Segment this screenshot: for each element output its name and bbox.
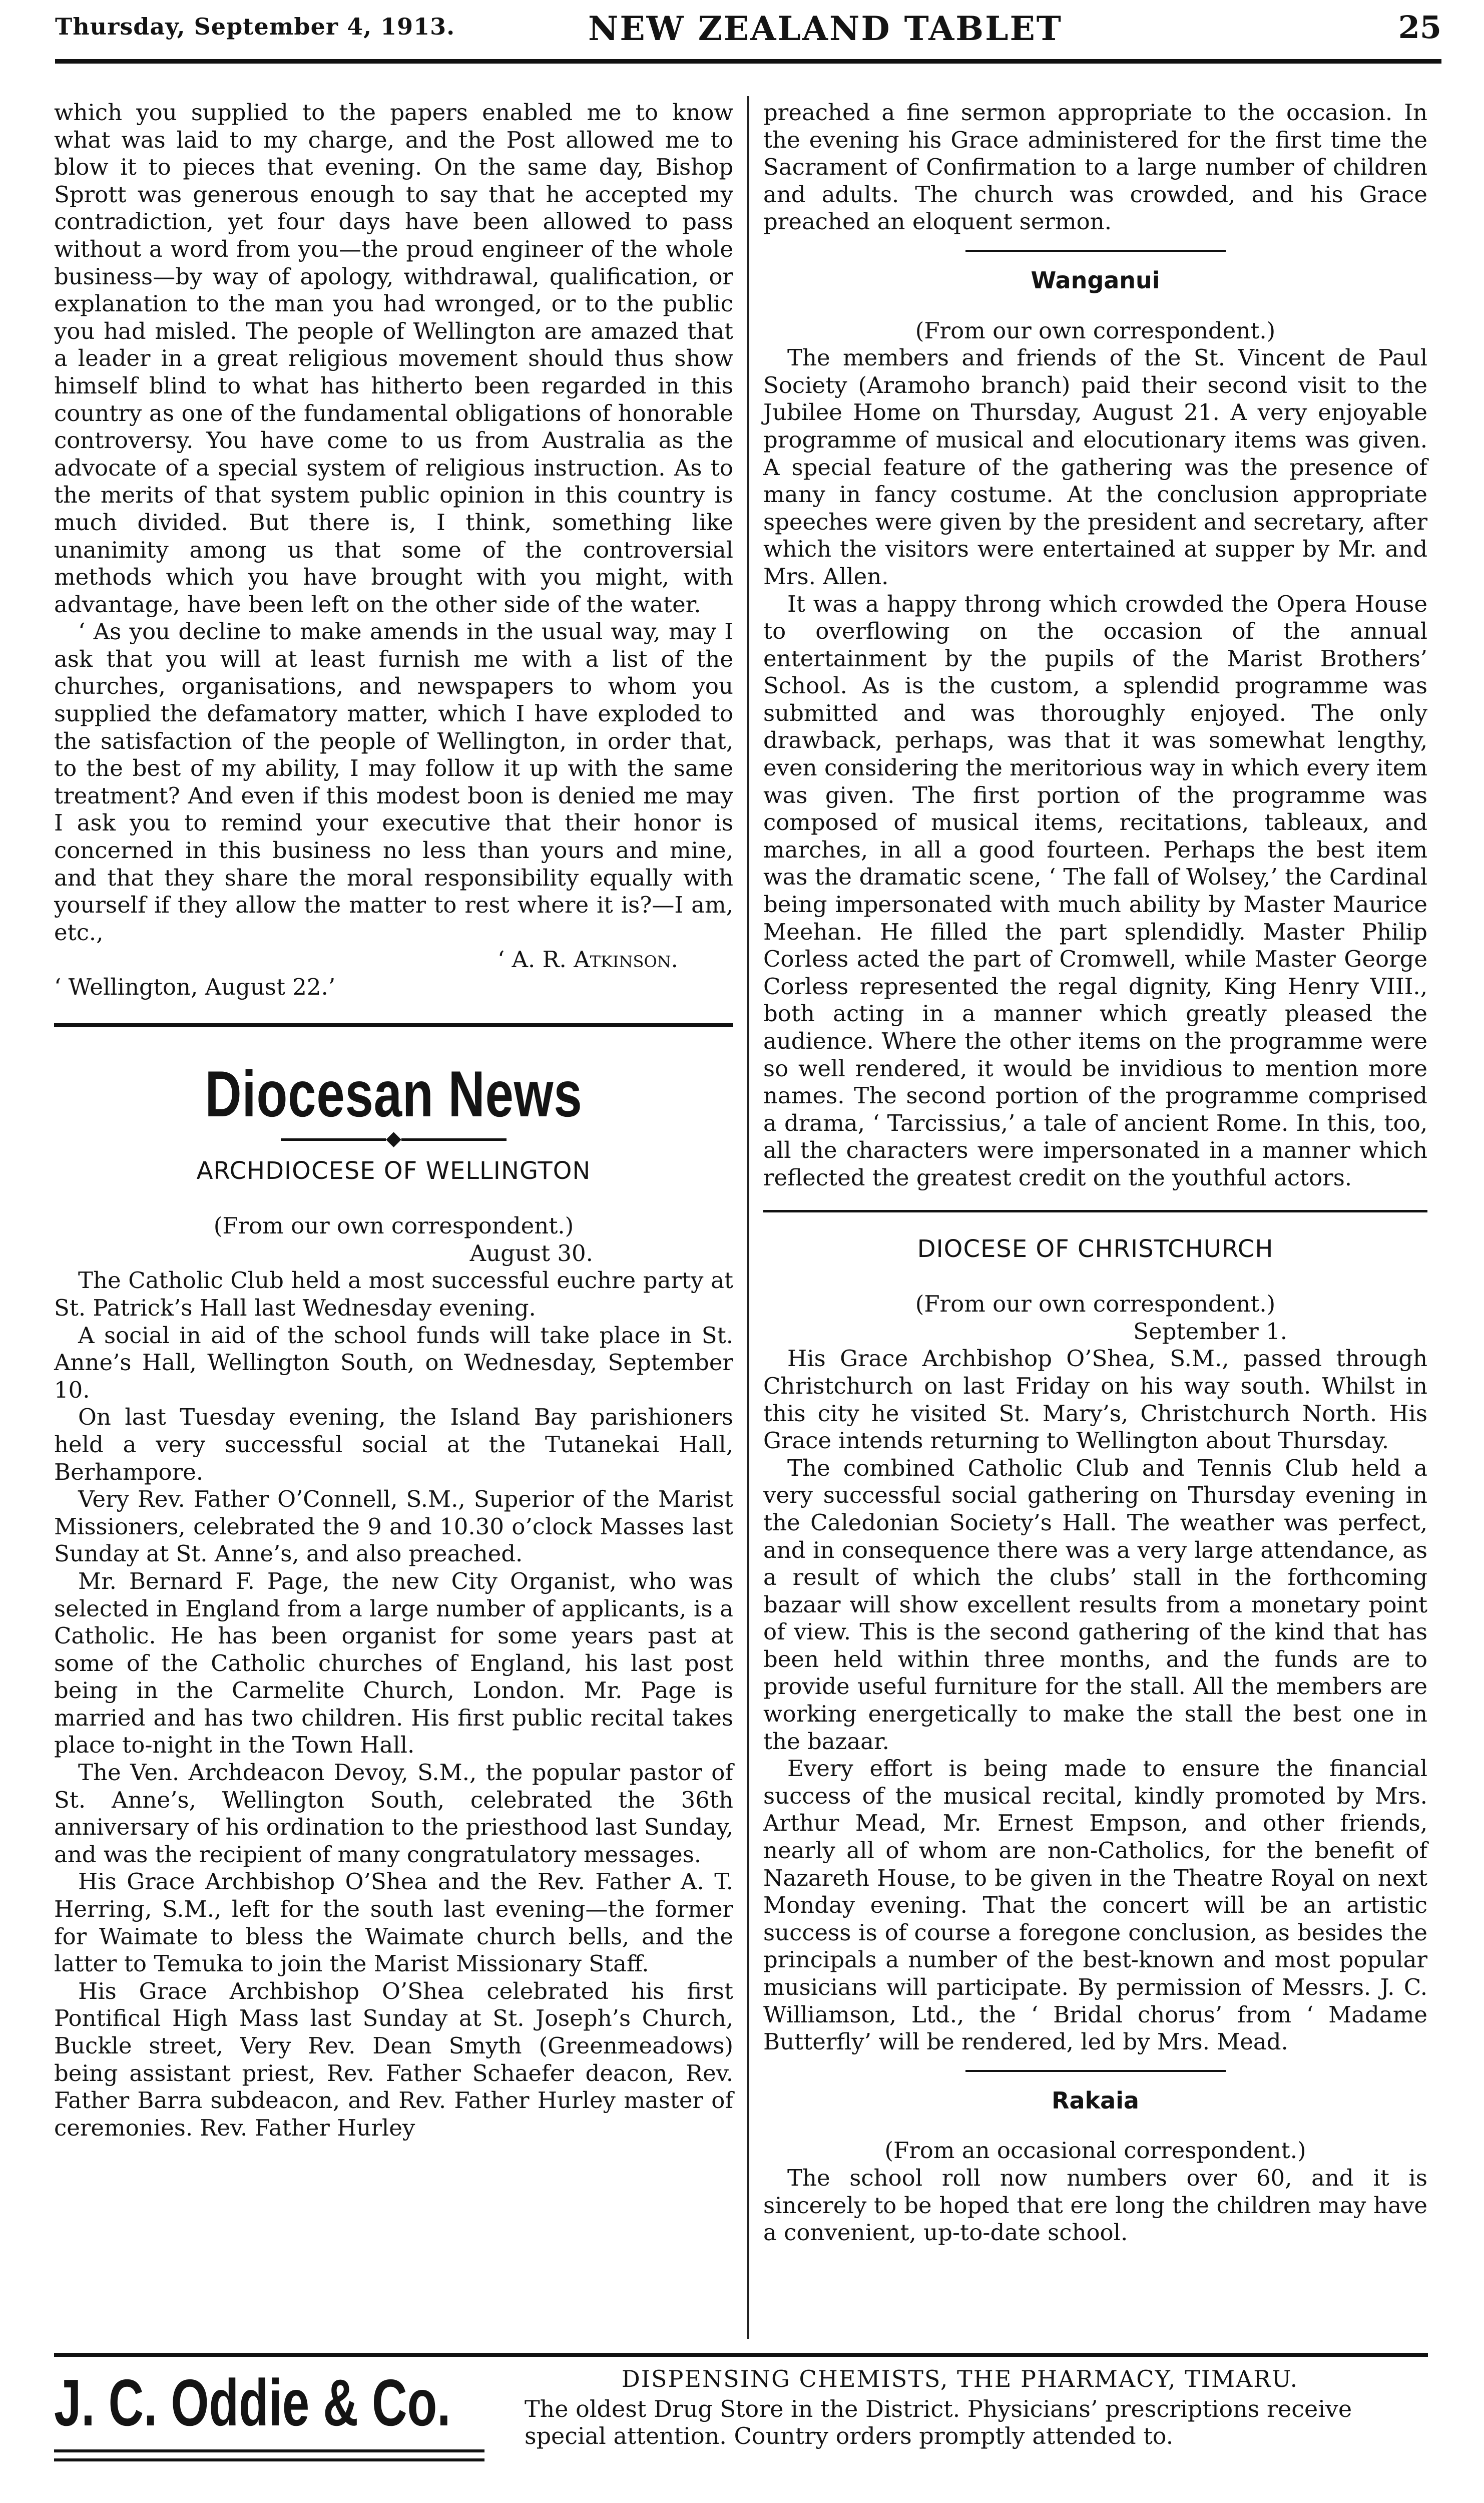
correspondent-line: (From our own correspondent.) (915, 317, 1276, 344)
news-paragraph: Mr. Bernard F. Page, the new City Organist, who was selected in England from a large number of applicants, is a Catholic. He has been organist for some years past at some of the Catholic churches of England, his last post being in the Carmelite Church, London. Mr. Page is married and has two children. His first public recital takes place to-night in the Town Hall. (54, 1567, 733, 1759)
section-rule (763, 1210, 1427, 1212)
short-rule (965, 250, 1226, 252)
news-paragraph: Every effort is being made to ensure the financial success of the musical recital, kindly promoted by Mrs. Arthur Mead, Mr. Ernest Empson, and other friends, nearly all of whom are non-Catholics, for the benefit of Nazareth House, to be given in the Theatre Royal on next Monday evening. That the concert will be an artistic success is of course a foregone conclusion, as besides the principals a number of the best-known and most popular musicians will participate. By permission of Messrs. J. C. Williamson, Ltd., the ‘ Bridal chorus’ from ‘ Madame Butterfly’ will be rendered, led by Mrs. Mead. (763, 1755, 1427, 2055)
letter-paragraph: ‘ As you decline to make amends in the usual way, may I ask that you will at least furnish me with a list of the churches, organisations, and newspapers to whom you supplied the defamatory matter, which I have exploded to the satisfaction of the people of Wellington, in order that, to the best of my ability, I may follow it up with the same treatment? And even if this modest boon is denied me may I ask you to remind your executive that their honor is concerned in this business no less than yours and mine, and that they share the moral responsibility equally with yourself if they allow the matter to rest where it is?—I am, etc., (54, 618, 733, 946)
news-paragraph: The Ven. Archdeacon Devoy, S.M., the popular pastor of St. Anne’s, Wellington South, celebrated the 36th anniversary of his ordination to the priesthood last Sunday, and was the recipient of many congratulatory messages. (54, 1759, 733, 1868)
news-paragraph: The Catholic Club held a most successful euchre party at St. Patrick’s Hall last Wednesday evening. (54, 1267, 733, 1321)
letter-place-date: ‘ Wellington, August 22.’ (54, 974, 336, 1000)
publication-title: NEW ZEALAND TABLET (588, 9, 1063, 48)
masthead-rule (55, 59, 1441, 64)
ornament-divider: ◆ (54, 1128, 733, 1148)
news-paragraph: The school roll now numbers over 60, and it is sincerely to be hoped that ere long the children may have a convenient, up-to-date school. (763, 2164, 1427, 2246)
left-column (54, 99, 733, 2142)
dateline: August 30. (469, 1239, 593, 1267)
section-heading: DIOCESE OF CHRISTCHURCH (917, 1234, 1274, 1263)
section-heading: Rakaia (1052, 2087, 1139, 2114)
dateline: September 1. (1133, 1318, 1287, 1345)
section-heading: Wanganui (1031, 266, 1160, 294)
correspondent-line: (From an occasional correspondent.) (884, 2137, 1306, 2164)
news-paragraph: His Grace Archbishop O’Shea and the Rev. Father A. T. Herring, S.M., left for the south last evening—the former for Waimate to bless the Waimate church bells, and the latter to Temuka to join the Marist Missionary Staff. (54, 1868, 733, 1977)
advertisement (54, 2365, 1428, 2490)
news-paragraph: Very Rev. Father O’Connell, S.M., Superior of the Marist Missioners, celebrated the 9 and 10.30 o’clock Masses last Sunday at St. Anne’s, and also preached. (54, 1486, 733, 1567)
news-paragraph: His Grace Archbishop O’Shea celebrated his first Pontifical High Mass last Sunday at St. Joseph’s Church, Buckle street, Very Rev. Dean Smyth (Greenmeadows) being assistant priest, Rev. Father Schaefer deacon, Rev. Father Barra subdeacon, and Rev. Father Hurley master of ceremonies. Rev. Father Hurley (54, 1977, 733, 2141)
advert-underline (54, 2449, 484, 2467)
advert-body: The oldest Drug Store in the District. Physicians’ prescriptions receive special attention. Country orders promptly attended to. (525, 2395, 1352, 2449)
correspondent-line: (From our own correspondent.) (915, 1291, 1276, 1318)
advert-rule (54, 2353, 1428, 2357)
news-paragraph: It was a happy throng which crowded the Opera House to overflowing on the occasion of the annual entertainment by the pupils of the Marist Brothers’ School. As is the custom, a splendid programme was submitted and was thoroughly enjoyed. The only drawback, perhaps, was that it was somewhat lengthy, even considering the meritorious way in which every item was given. The first portion of the programme was composed of musical items, recitations, tableaux, and marches, in all a good fourteen. Perhaps the best item was the dramatic scene, ‘ The fall of Wolsey,’ the Cardinal being impersonated with much ability by Master Maurice Meehan. He filled the part splendidly. Master Philip Corless acted the part of Cromwell, while Master George Corless represented the regal dignity, King Henry VIII., both acting in a manner which greatly pleased the audience. Where the other items on the programme were so well rendered, it would be invidious to mention more names. The second portion of the programme comprised a drama, ‘ Tarcissius,’ a tale of ancient Rome. In this, too, all the characters were impersonated in a manner which reflected the greatest credit on the youthful actors. (763, 590, 1427, 1191)
short-rule (965, 2070, 1226, 2072)
continued-paragraph: preached a fine sermon appropriate to the occasion. In the evening his Grace administered for the first time the Sacrament of Confirmation to a large number of children and adults. The church was crowded, and his Grace preached an eloquent sermon. (763, 99, 1427, 235)
section-rule (54, 1023, 733, 1027)
news-paragraph: The members and friends of the St. Vincent de Paul Society (Aramoho branch) paid their second visit to the Jubilee Home on Thursday, August 21. A very enjoyable programme of musical and elocutionary items was given. A special feature of the gathering was the presence of many in fancy costume. At the conclusion appropriate speeches were given by the president and secretary, after which the visitors were entertained at supper by Mr. and Mrs. Allen. (763, 344, 1427, 590)
letter-signature: ‘ A. R. Atkinson. (497, 946, 678, 973)
section-heading: ARCHDIOCESE OF WELLINGTON (196, 1156, 591, 1185)
letter-paragraph: which you supplied to the papers enabled me to know what was laid to my charge, and the Post allowed me to blow it to pieces that evening. On the same day, Bishop Sprott was generous enough to say that he accepted my contradiction, yet four days have been allowed to pass without a word from you—the proud engineer of the whole business—by way of apology, withdrawal, qualification, or explanation to the man you had wronged, or to the public you had misled. The people of Wellington are amazed that a leader in a great religious movement should thus show himself blind to what has hitherto been regarded in this country as one of the fundamental obligations of honorable controversy. You have come to us from Australia as the advocate of a special system of religious instruction. As to the merits of that system public opinion in this country is much divided. But there is, I think, something like unanimity among us that some of the controversial methods which you have brought with you might, with advantage, have been left on the other side of the water. (54, 99, 733, 618)
right-column (763, 99, 1427, 2247)
issue-date: Thursday, September 4, 1913. (55, 13, 455, 40)
news-paragraph: His Grace Archbishop O’Shea, S.M., passed through Christchurch on last Friday on his way south. Whilst in this city he visited St. Mary’s, Christchurch North. His Grace intends returning to Wellington about Thursday. (763, 1345, 1427, 1454)
column-divider (747, 96, 749, 2339)
masthead (55, 9, 1441, 64)
advert-business-name: J. C. Oddie & Co. (54, 2366, 451, 2439)
news-paragraph: The combined Catholic Club and Tennis Club held a very successful social gathering on Thursday evening in the Caledonian Society’s Hall. The weather was perfect, and in consequence there was a very large attendance, as a result of which the clubs’ stall in the forthcoming bazaar will show excellent results from a monetary point of view. This is the second gathering of the kind that has been held within three months, and the funds are to provide useful furniture for the stall. All the members are working energetically to make the stall the best one in the bazaar. (763, 1454, 1427, 1755)
page-number: 25 (1398, 9, 1441, 46)
news-paragraph: A social in aid of the school funds will take place in St. Anne’s Hall, Wellington South, on Wednesday, September 10. (54, 1322, 733, 1403)
section-banner: Diocesan News (205, 1057, 583, 1130)
correspondent-line: (From our own correspondent.) (213, 1212, 574, 1239)
advert-text (494, 2365, 1425, 2449)
advert-heading: DISPENSING CHEMISTS, THE PHARMACY, TIMARU. (621, 2365, 1299, 2392)
news-paragraph: On last Tuesday evening, the Island Bay parishioners held a very successful social at the Tutanekai Hall, Berhampore. (54, 1404, 733, 1485)
